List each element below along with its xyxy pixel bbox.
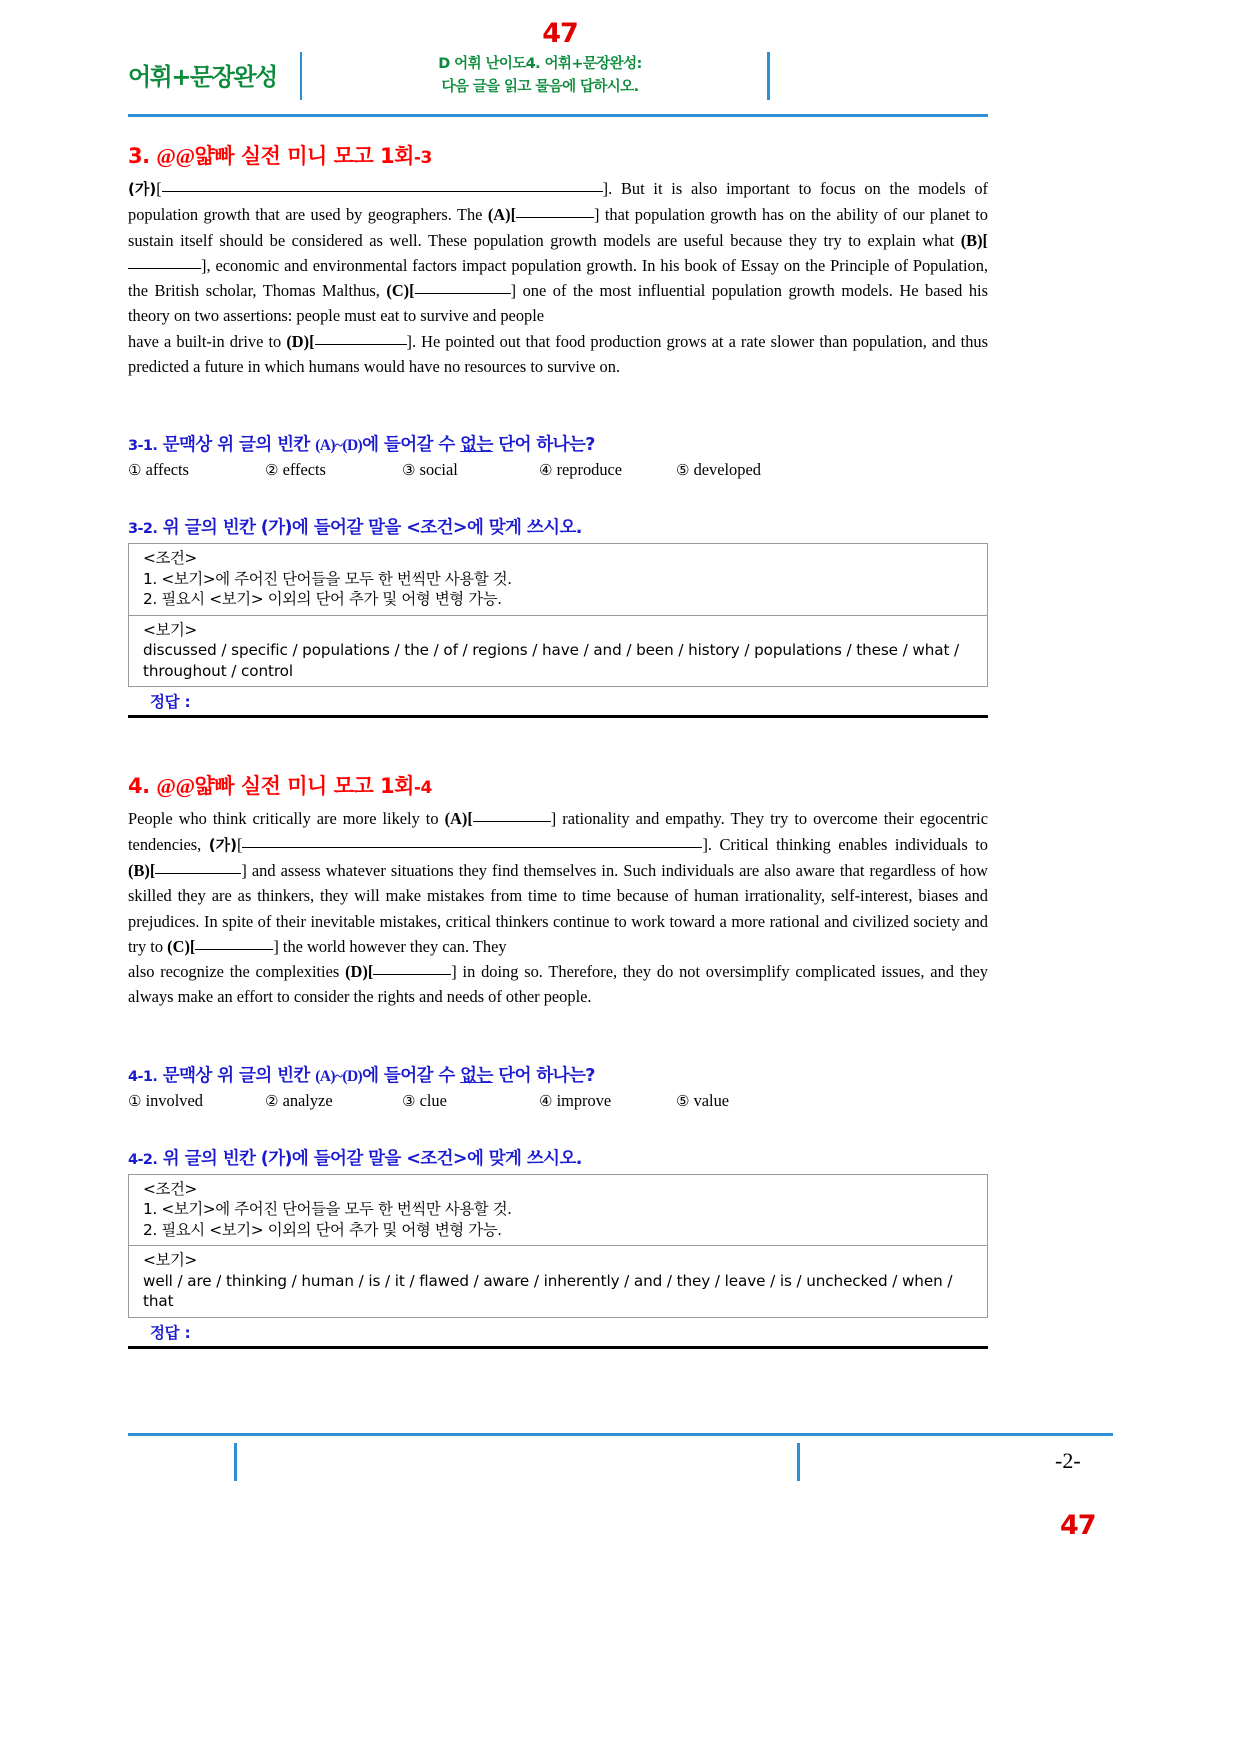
question-4-title-korean: 얇빠 실전 미니 모고 1회 <box>194 774 414 799</box>
choice-number: ② <box>265 1091 279 1110</box>
q4-1-text-c: 단어 하나는? <box>492 1065 595 1086</box>
q4-passage-text-g: ] in doing so. Therefore, they do not oversimplify complicated issues, and they always make an effort to consider the rights and needs of other people. <box>128 962 988 1007</box>
q3-passage-text-f: ]. He pointed out that food production grows at a rate slower than population, and thus predicted a future in which humans would have no resources to survive on. <box>128 331 989 377</box>
question-3-1-heading <box>128 431 988 456</box>
question-3-number: 3. <box>128 144 150 168</box>
q4-label-C: (C)[ <box>167 936 196 956</box>
spacer <box>128 379 988 431</box>
q3-1-number: 3-1. <box>128 438 158 455</box>
q3-1-choice-5[interactable] <box>676 460 813 480</box>
q4-passage-text-a: People who think critically are more likely to <box>128 809 445 829</box>
q4-2-condition-section <box>129 1175 987 1247</box>
header-page-number: 47 <box>542 18 578 49</box>
choice-label: reproduce <box>556 460 623 480</box>
q3-passage-text-b: ] that population growth has on the ability of our planet to sustain itself should be considered as well. These population growth models are useful because they try to explain what <box>128 205 988 250</box>
header-instruction-line-1: D 어휘 난이도4. 어휘+문장완성: <box>438 56 642 72</box>
q3-2-wordbank-title: <보기> <box>143 620 197 639</box>
q4-blank-B[interactable] <box>155 873 241 874</box>
q4-passage-text-e: ] the world however they can. They <box>273 936 507 956</box>
choice-label: effects <box>282 460 326 480</box>
question-3-2-heading <box>128 514 988 539</box>
footer-tick-right <box>797 1443 800 1481</box>
question-3-2-condition-box <box>128 543 988 687</box>
q3-2-wordbank-section <box>129 616 987 688</box>
q4-1-number: 4-1. <box>128 1068 158 1085</box>
q3-1-choice-4[interactable] <box>539 460 676 480</box>
choice-number: ② <box>265 461 279 480</box>
q3-label-B: (B)[ <box>960 230 988 250</box>
choice-label: analyze <box>282 1090 333 1110</box>
q4-passage-text-d: ] and assess whatever situations they find themselves in. Such individuals are also aware that regardless of how skilled they are as thinkers, they will make mistakes from time to time because of human irrationality, self-interest, biases and prejudices. In spite of their inevitable mistakes, critical thinkers continue to work toward a more rational and civilized society and try to <box>128 860 988 956</box>
q3-blank-ga-label: (가) <box>128 180 157 198</box>
spacer <box>128 718 988 770</box>
header-instruction-line-2: 다음 글을 읽고 물음에 답하시오. <box>441 79 639 95</box>
choice-label: affects <box>145 460 189 480</box>
q4-blank-A[interactable] <box>473 821 551 822</box>
q4-blank-ga[interactable] <box>242 847 702 848</box>
q3-1-text-b: 에 들어갈 수 <box>362 435 461 456</box>
choice-label: social <box>419 460 458 480</box>
spacer <box>128 1010 988 1062</box>
question-3-1-choices <box>128 460 988 480</box>
q3-blank-C[interactable] <box>415 293 511 294</box>
header-row <box>0 55 1120 110</box>
choice-label: clue <box>419 1090 447 1110</box>
q4-2-condition-item-2: 2. 필요시 <보기> 이외의 단어 추가 및 어형 변형 가능. <box>143 1220 502 1239</box>
question-4-passage-part-1: People who think critically are more likely to (A)[ ] rationality and empathy. They try to overcome their egocentric tendencies, (가)[ ]. Critical thinking enables individuals to (B)[ ] and assess whatever situations they find themselves in. Such individuals are also aware that regardless of how skilled they are as thinkers, they will make mistakes from time to time because of human irrationality, self-interest, biases and prejudices. In spite of their inevitable mistakes, critical thinkers continue to work toward a more rational and civilized society and try to (C)[ ] the world however they can. They <box>128 809 988 956</box>
q3-passage-text-d: ] one of the most influential population growth models. He based his theory on two assertions: people must eat to survive and people <box>128 281 988 326</box>
q4-2-wordbank-title: <보기> <box>143 1251 197 1270</box>
question-3-at-marker: @@ <box>156 144 195 168</box>
q4-2-text: 위 글의 빈칸 (가)에 들어갈 말을 <조건>에 맞게 쓰시오. <box>157 1148 582 1169</box>
q4-1-choice-1[interactable] <box>128 1091 265 1111</box>
question-3-2-answer-row[interactable]: 정답 : <box>128 687 988 718</box>
q4-2-condition-title: <조건> <box>143 1179 197 1198</box>
choice-label: improve <box>556 1090 612 1110</box>
q4-1-choice-4[interactable] <box>539 1091 676 1111</box>
q3-2-number: 3-2. <box>128 521 158 538</box>
question-4-title <box>128 770 988 800</box>
choice-number: ① <box>128 1091 142 1110</box>
question-3-passage-part-1: (가)[ ]. But it is also important to focus on the models of population growth that are used by geographers. The (A)[ ] that population growth has on the ability of our planet to sustain itself should be considered as well. These population growth models are useful because they try to explain what (B)[], economic and environmental factors impact population growth. In his book of Essay on the Principle of Population, the British scholar, Thomas Malthus, (C)[ ] one of the most influential population growth models. He based his theory on two assertions: people must eat to survive and people <box>128 179 988 326</box>
header-instructions <box>330 53 750 99</box>
choice-label: value <box>693 1090 730 1110</box>
question-4-at-marker: @@ <box>156 774 195 799</box>
header-divider-left <box>300 52 302 100</box>
choice-number: ④ <box>539 1091 553 1110</box>
q3-label-C: (C)[ <box>386 281 415 301</box>
header-divider-right <box>767 52 770 100</box>
q4-2-condition-item-1: 1. <보기>에 주어진 단어들을 모두 한 번씩만 사용할 것. <box>143 1200 512 1219</box>
question-4-title-suffix: -4 <box>413 778 432 799</box>
q3-1-text-a: 문맥상 위 글의 빈칸 <box>157 435 316 456</box>
q4-1-choice-2[interactable] <box>265 1091 402 1111</box>
q4-2-wordbank-section <box>129 1246 987 1318</box>
question-3-title <box>128 140 988 170</box>
q3-passage-text-a: ]. But it is also important to focus on the models of population growth that are used by geographers. The <box>128 179 988 225</box>
q4-1-choice-5[interactable] <box>676 1091 813 1111</box>
q3-passage-text-c: ], economic and environmental factors impact population growth. In his book of Essay on the Principle of Population, the British scholar, Thomas Malthus, <box>128 255 988 301</box>
q3-2-condition-item-1: 1. <보기>에 주어진 단어들을 모두 한 번씩만 사용할 것. <box>143 569 512 588</box>
choice-number: ④ <box>539 461 553 480</box>
q3-blank-D[interactable] <box>315 344 407 345</box>
q3-1-text-c: 단어 하나는? <box>492 435 595 456</box>
choice-label: involved <box>145 1090 203 1110</box>
question-4-2-heading <box>128 1145 988 1170</box>
q3-2-condition-section <box>129 544 987 616</box>
footer-page-number-red: 47 <box>1060 1510 1096 1541</box>
q3-label-D: (D)[ <box>286 331 315 351</box>
question-4-number: 4. <box>128 774 150 799</box>
q4-passage-text-f: also recognize the complexities <box>128 962 346 982</box>
q4-blank-C[interactable] <box>195 949 273 950</box>
question-4-1-choices <box>128 1091 988 1111</box>
q4-passage-text-c: ]. Critical thinking enables individuals to <box>702 834 988 854</box>
question-4-passage-part-2 <box>128 959 988 1010</box>
q3-blank-ga[interactable] <box>162 191 603 192</box>
q4-label-D: (D)[ <box>345 962 374 982</box>
choice-number: ⑤ <box>676 1091 690 1110</box>
q3-2-condition-title: <조건> <box>143 549 197 568</box>
question-4-2-condition-box <box>128 1174 988 1318</box>
q3-blank-B[interactable] <box>128 268 201 269</box>
header-horizontal-rule <box>128 114 988 117</box>
q3-passage-text-e: have a built-in drive to <box>128 331 287 351</box>
q4-label-B: (B)[ <box>128 860 156 880</box>
q3-1-choice-1[interactable] <box>128 460 265 480</box>
q4-1-choice-3[interactable] <box>402 1091 539 1111</box>
q4-2-number: 4-2. <box>128 1151 158 1168</box>
q3-1-choice-3[interactable] <box>402 460 539 480</box>
question-3-passage-part-2 <box>128 329 988 380</box>
choice-label: developed <box>693 460 761 480</box>
q4-1-underlined-word: 없는 <box>460 1065 493 1086</box>
question-4-1-heading <box>128 1062 988 1087</box>
q3-blank-A[interactable] <box>516 217 594 218</box>
q3-label-A: (A)[ <box>487 205 517 225</box>
q4-2-wordbank-words: well / are / thinking / human / is / it / flawed / aware / inherently / and / they / leave / is / unchecked / when / that <box>143 1271 953 1311</box>
footer-horizontal-rule <box>128 1433 1113 1436</box>
q4-1-text-b: 에 들어갈 수 <box>362 1065 461 1086</box>
footer-tick-left <box>234 1443 237 1481</box>
worksheet-content <box>128 140 988 1349</box>
q4-blank-D[interactable] <box>373 974 451 975</box>
spacer <box>128 480 988 514</box>
q4-1-text-a: 문맥상 위 글의 빈칸 <box>157 1065 316 1086</box>
question-3-title-suffix: -3 <box>413 148 432 168</box>
q3-2-wordbank-words: discussed / specific / populations / the / of / regions / have / and / been / history / populations / these / what / throughout / control <box>143 641 960 680</box>
q3-2-text: 위 글의 빈칸 (가)에 들어갈 말을 <조건>에 맞게 쓰시오. <box>157 518 582 539</box>
q4-blank-ga-label: (가) <box>208 835 237 854</box>
header-subject-label: 어휘+문장완성 <box>128 63 277 91</box>
q4-label-A: (A)[ <box>444 809 473 829</box>
spacer <box>128 1111 988 1145</box>
choice-number: ① <box>128 461 142 480</box>
choice-number: ⑤ <box>676 461 690 480</box>
q3-1-choice-2[interactable] <box>265 460 402 480</box>
question-4-2-answer-row[interactable]: 정답 : <box>128 1318 988 1349</box>
choice-number: ③ <box>402 461 416 480</box>
footer-page-number: -2- <box>1055 1448 1081 1473</box>
q4-1-range: (A)~(D) <box>315 1067 363 1085</box>
q4-passage-text-b: ] rationality and empathy. They try to overcome their egocentric tendencies, <box>128 809 988 854</box>
choice-number: ③ <box>402 1091 416 1110</box>
q3-2-condition-item-2: 2. 필요시 <보기> 이외의 단어 추가 및 어형 변형 가능. <box>143 590 502 609</box>
question-3-title-korean: 얇빠 실전 미니 모고 1회 <box>194 144 414 168</box>
q3-1-underlined-word: 없는 <box>460 435 493 456</box>
q3-1-range: (A)~(D) <box>315 437 363 455</box>
